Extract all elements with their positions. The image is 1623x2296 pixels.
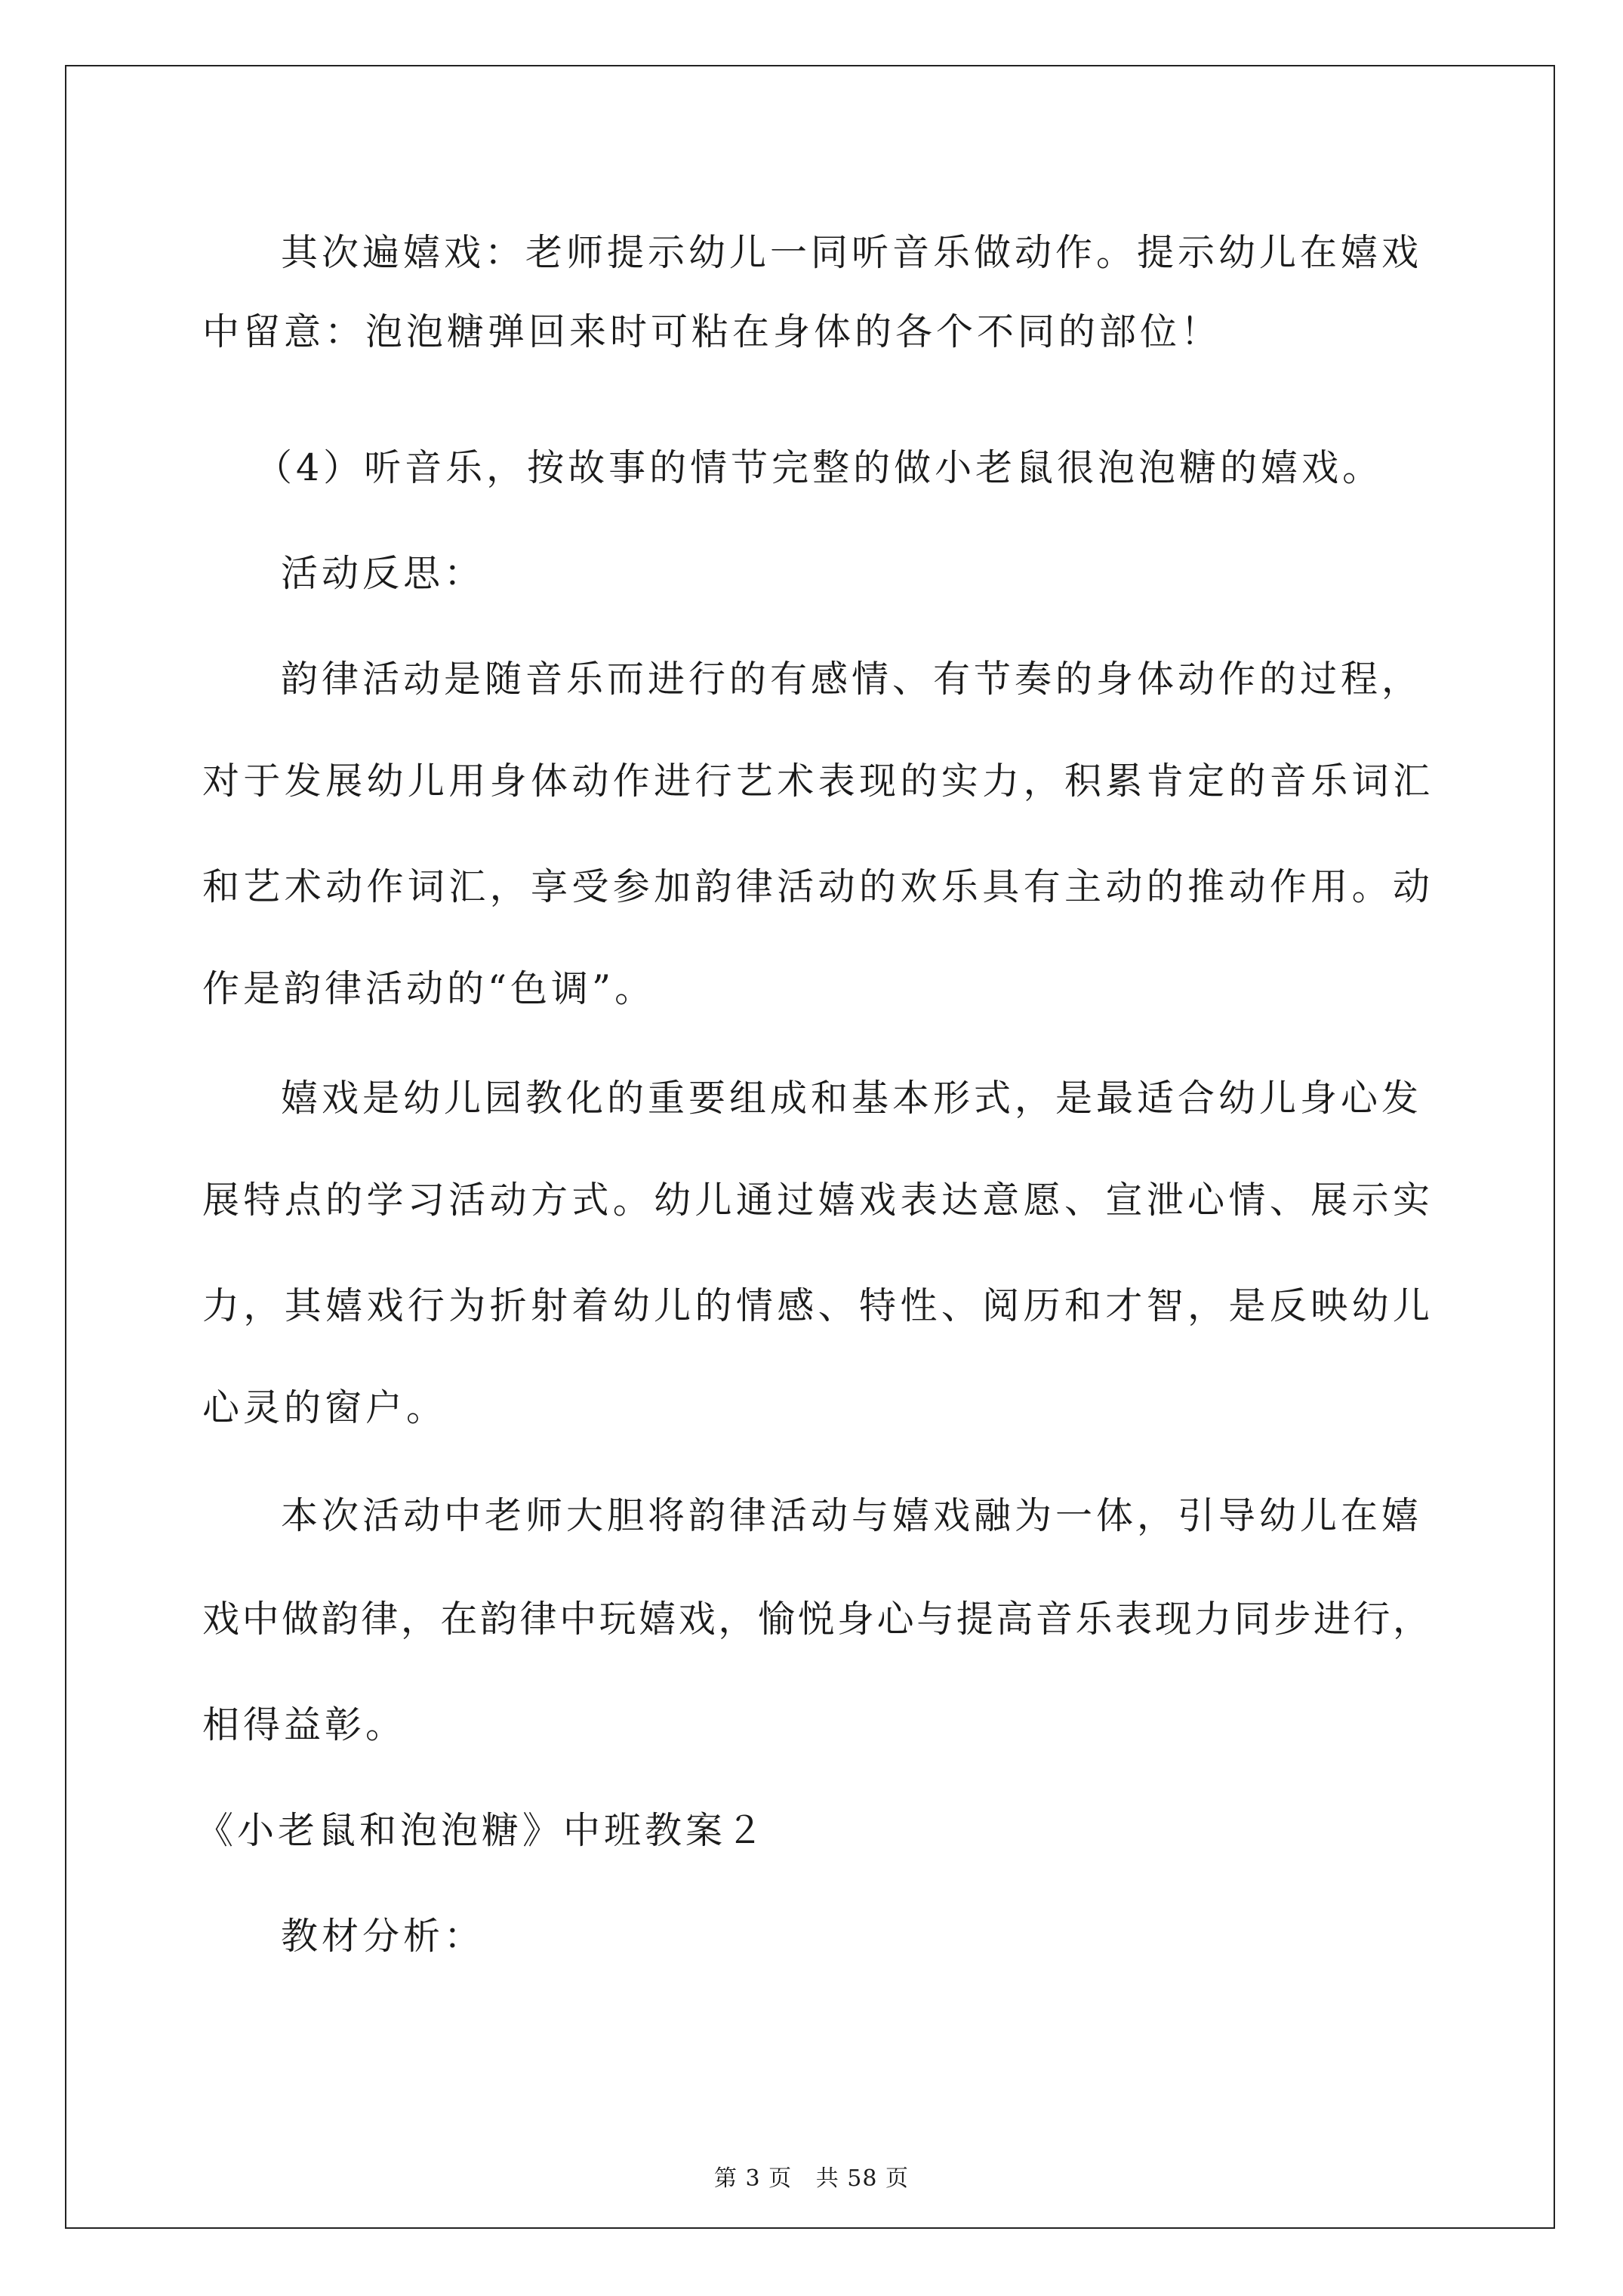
section-heading: 活动反思： bbox=[281, 552, 485, 595]
text-line: 对于发展幼儿用身体动作进行艺术表现的实力，积累肯定的音乐词汇 bbox=[202, 760, 1430, 803]
section-title: 《小老鼠和泡泡糖》中班教案２ bbox=[196, 1809, 768, 1852]
page-border bbox=[65, 65, 1555, 2229]
text-line: 戏中做韵律，在韵律中玩嬉戏，愉悦身心与提高音乐表现力同步进行， bbox=[202, 1598, 1430, 1641]
text-line: 相得益彰。 bbox=[202, 1703, 407, 1746]
text-line: 其次遍嬉戏：老师提示幼儿一同听音乐做动作。提示幼儿在嬉戏 bbox=[281, 231, 1423, 274]
text-line: 和艺术动作词汇，享受参加韵律活动的欢乐具有主动的推动作用。动 bbox=[202, 865, 1430, 908]
page-number: 第 3 页 共 58 页 bbox=[713, 2165, 909, 2192]
text-line: 力，其嬉戏行为折射着幼儿的情感、特性、阅历和才智，是反映幼儿 bbox=[202, 1284, 1430, 1327]
text-line: 中留意：泡泡糖弹回来时可粘在身体的各个不同的部位！ bbox=[202, 310, 1222, 353]
text-line: 韵律活动是随音乐而进行的有感情、有节奏的身体动作的过程， bbox=[281, 658, 1423, 701]
section-heading: 教材分析： bbox=[281, 1915, 485, 1958]
text-line: 本次活动中老师大胆将韵律活动与嬉戏融为一体，引导幼儿在嬉 bbox=[281, 1494, 1423, 1537]
text-line: 嬉戏是幼儿园教化的重要组成和基本形式，是最适合幼儿身心发 bbox=[281, 1077, 1423, 1120]
text-line: 心灵的窗户。 bbox=[202, 1386, 448, 1429]
text-line: 展特点的学习活动方式。幼儿通过嬉戏表达意愿、宣泄心情、展示实 bbox=[202, 1179, 1430, 1222]
text-line: （4）听音乐，按故事的情节完整的做小老鼠很泡泡糖的嬉戏。 bbox=[255, 446, 1384, 489]
text-line: 作是韵律活动的“色调”。 bbox=[202, 967, 656, 1010]
